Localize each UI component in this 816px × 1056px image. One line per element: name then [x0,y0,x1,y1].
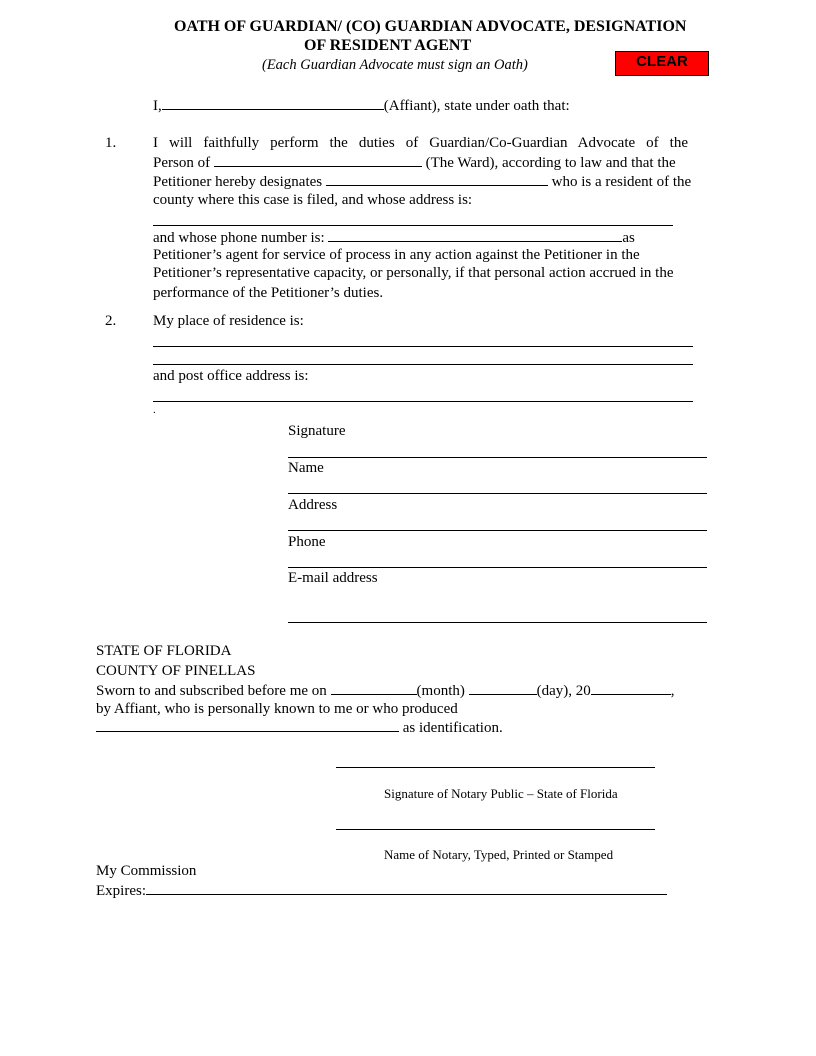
name-field[interactable] [288,493,707,494]
item-1-line-9: performance of the Petitioner’s duties. [153,285,384,301]
phone-label: Phone [288,534,326,550]
item-1-line-8: Petitioner’s representative capacity, or personally, if that personal action accrued in the [153,265,674,281]
notary-signature-field[interactable] [336,767,655,768]
email-field[interactable] [288,622,707,623]
resident-agent-name-field[interactable] [326,173,548,186]
clear-button[interactable]: CLEAR [615,51,709,76]
item-1-line-1: I will faithfully perform the duties of Guardian/Co-Guardian Advocate of the [153,135,688,151]
item-1-line-4: county where this case is filed, and whose address is: [153,192,473,208]
phone-suffix: as [622,230,635,246]
item-1-line-7: Petitioner’s agent for service of process in any action against the Petitioner in the [153,247,640,263]
residence-label: My place of residence is: [153,313,304,329]
sworn-day-field[interactable] [469,682,537,695]
title-line-1: OATH OF GUARDIAN/ (CO) GUARDIAN ADVOCATE, DESIGNATION [174,18,687,35]
address-field[interactable] [288,530,707,531]
signature-field[interactable] [288,457,707,458]
email-label: E-mail address [288,570,378,586]
day-label: (day), 20 [536,683,591,699]
agent-address-field[interactable] [153,225,673,226]
ward-suffix: (The Ward), according to law and that the [425,155,676,171]
residence-line-1-field[interactable] [153,346,693,347]
identification-field[interactable] [96,719,399,732]
title-line-2: OF RESIDENT AGENT [304,37,472,54]
subtitle: (Each Guardian Advocate must sign an Oath) [262,57,528,73]
item-2-number: 2. [105,313,117,329]
notary-name-field[interactable] [336,829,655,830]
commission-line-2 [96,882,667,900]
item-1-line-2 [153,154,676,172]
expires-label: Expires: [96,883,146,899]
notary-signature-caption: Signature of Notary Public – State of Florida [384,786,618,801]
affiant-name-field[interactable] [162,97,384,110]
commission-expires-field[interactable] [146,882,667,895]
county-of-pinellas: COUNTY OF PINELLAS [96,663,256,679]
ward-name-field[interactable] [214,154,422,167]
sworn-line [96,682,675,700]
post-office-address-field[interactable] [153,401,693,402]
residence-line-2-field[interactable] [153,364,693,365]
sworn-month-field[interactable] [331,682,417,695]
post-office-label: and post office address is: [153,368,309,384]
month-label: (month) [416,683,465,699]
intro-suffix: (Affiant), state under oath that: [383,98,570,114]
agent-phone-field[interactable] [328,229,622,242]
commission-line-1: My Commission [96,863,197,879]
intro-line [153,97,570,115]
identification-line [96,719,503,737]
sworn-prefix: Sworn to and subscribed before me on [96,683,327,699]
trailing-comma: , [670,683,675,699]
identification-label: as identification. [402,720,503,736]
trailing-dot: . [153,404,156,416]
item-1-phone-line [153,229,635,247]
address-label: Address [288,497,338,513]
signature-label: Signature [288,423,346,439]
ward-prefix: Person of [153,155,211,171]
sworn-year-field[interactable] [591,682,671,695]
name-label: Name [288,460,324,476]
item-1-number: 1. [105,135,117,151]
state-of-florida: STATE OF FLORIDA [96,643,232,659]
phone-prefix: and whose phone number is: [153,230,325,246]
intro-prefix: I, [153,98,162,114]
phone-field[interactable] [288,567,707,568]
notary-name-caption: Name of Notary, Typed, Printed or Stamped [384,847,614,862]
designates-prefix: Petitioner hereby designates [153,174,323,190]
item-1-line-3 [153,173,691,191]
affiant-known-line: by Affiant, who is personally known to me or who produced [96,701,458,717]
designates-suffix: who is a resident of the [551,174,692,190]
